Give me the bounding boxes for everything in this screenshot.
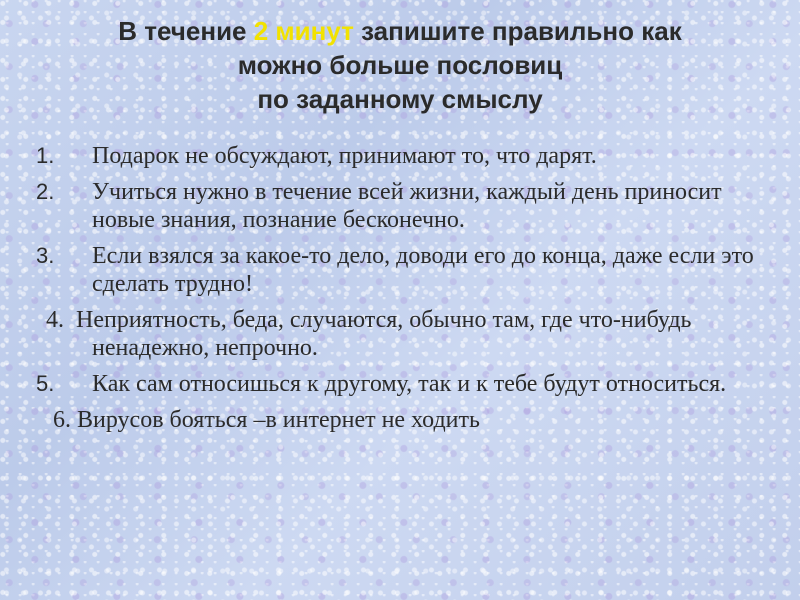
proverb-list xyxy=(36,142,776,442)
list-item-text: Вирусов бояться –в интернет не ходить xyxy=(77,407,480,433)
list-item-number: 4. xyxy=(46,307,64,333)
list-item xyxy=(36,406,776,434)
list-item-text: Неприятность, беда, случаются, обычно там, где что-нибудь ненадежно, непрочно. xyxy=(76,307,692,361)
list-item-number: 2. xyxy=(36,179,55,204)
title-highlight: 2 минут xyxy=(253,16,354,46)
list-item-number: 6. xyxy=(53,407,71,433)
list-item xyxy=(36,242,776,298)
list-item-text: Если взялся за какое-то дело, доводи его до конца, даже если это сделать трудно! xyxy=(92,243,754,297)
list-item-number: 1. xyxy=(36,143,55,168)
list-item xyxy=(36,370,776,398)
list-item xyxy=(36,306,776,362)
list-item-body xyxy=(46,306,776,362)
title-part1: В течение xyxy=(118,16,254,46)
list-item-text: Учиться нужно в течение всей жизни, каждый день приносит новые знания, познание бесконечно. xyxy=(92,179,722,233)
title-line2: можно больше пословиц xyxy=(237,50,563,80)
list-item-text: Подарок не обсуждают, принимают то, что дарят. xyxy=(92,143,597,169)
title-part2: запишите правильно как xyxy=(353,16,682,46)
list-item-number: 5. xyxy=(36,371,55,396)
title-line3: по заданному смыслу xyxy=(257,84,543,114)
list-item xyxy=(36,142,776,170)
list-item xyxy=(36,178,776,234)
list-item-number: 3. xyxy=(36,243,55,268)
page-title xyxy=(20,14,780,116)
list-item-text: Как сам относишься к другому, так и к тебе будут относиться. xyxy=(92,371,727,397)
